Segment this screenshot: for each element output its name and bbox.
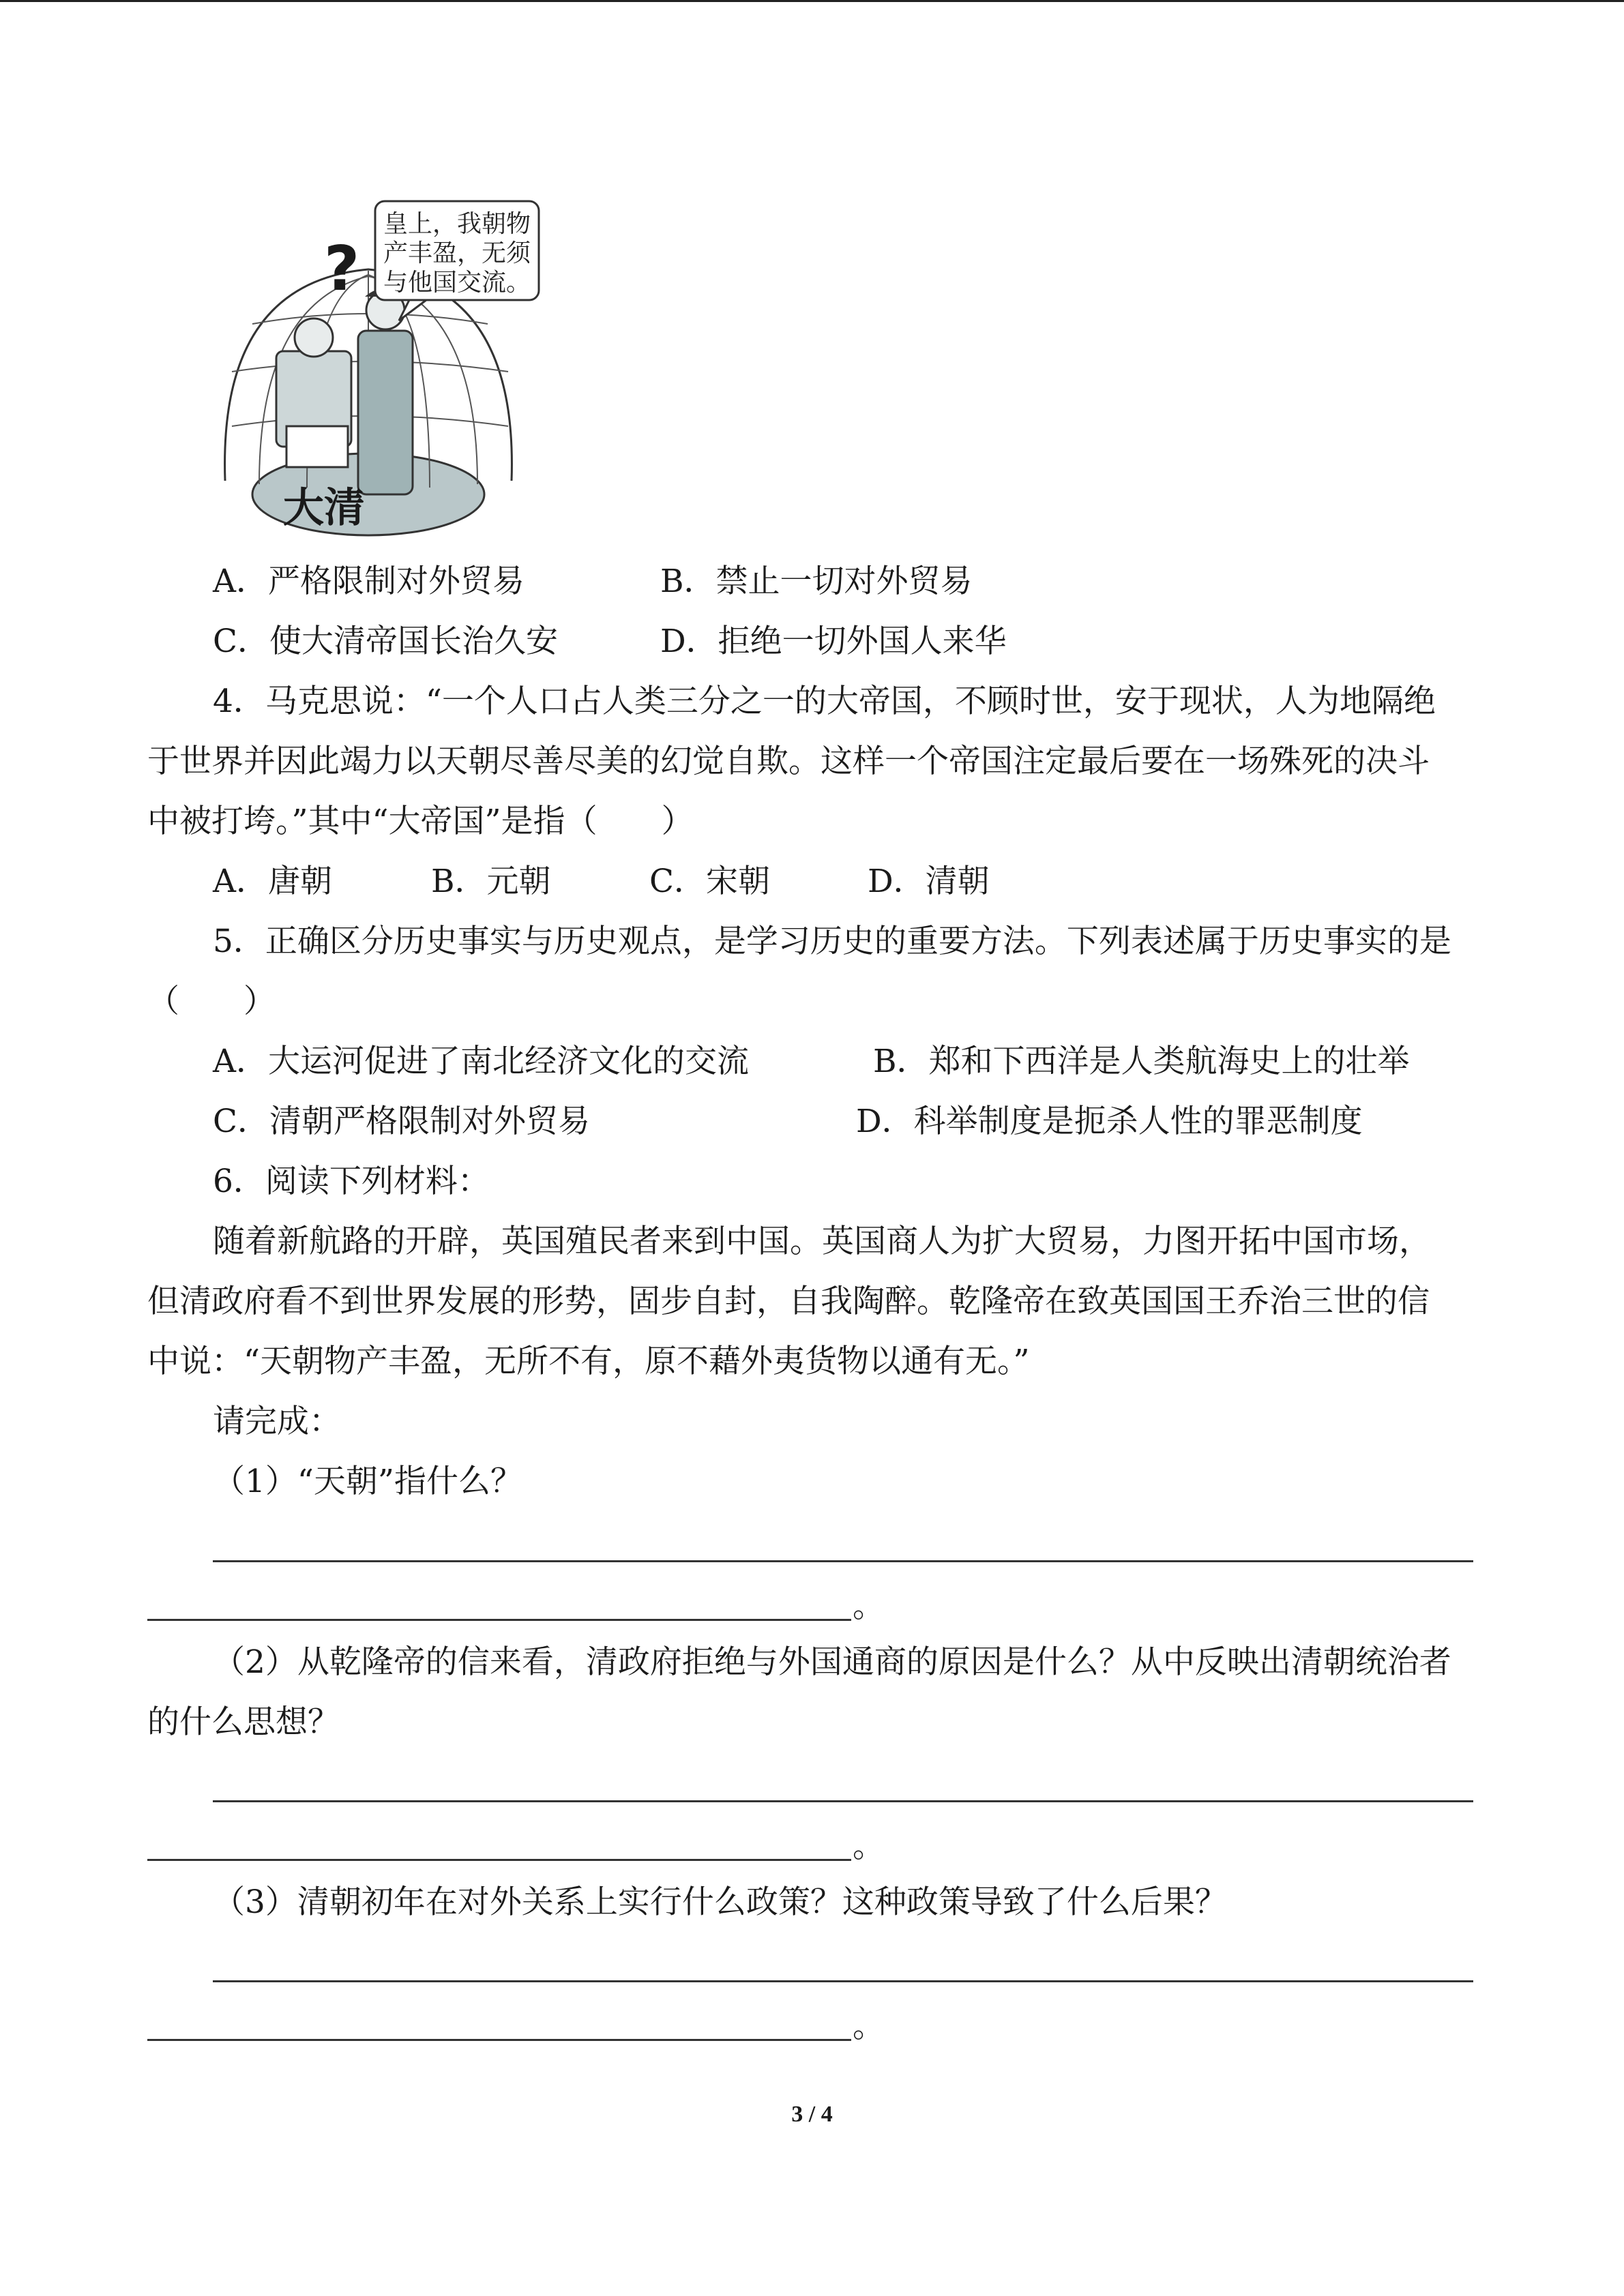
q5-option-d: D．科举制度是扼杀人性的罪恶制度 xyxy=(856,1103,1363,1140)
cage-base-label: 大清 xyxy=(283,484,365,532)
answer-line-2b[interactable] xyxy=(147,1859,851,1861)
page-number: 3 / 4 xyxy=(791,2102,833,2127)
q6-material-line-3: 中说：“天朝物产丰盈，无所不有，原不藉外夷货物以通有无。” xyxy=(147,1343,1030,1380)
q3-option-d: D．拒绝一切外国人来华 xyxy=(660,623,1007,660)
top-border xyxy=(0,0,1624,2)
q5-line-2: （ ） xyxy=(147,983,276,1020)
q4-line-2: 于世界并因此竭力以天朝尽善尽美的幻觉自欺。这样一个帝国注定最后要在一场殊死的决斗 xyxy=(147,743,1430,780)
q6-sub-question-1: （1）“天朝”指什么？ xyxy=(213,1463,522,1500)
answer-period-1: 。 xyxy=(853,1587,885,1625)
answer-line-1b[interactable] xyxy=(147,1619,851,1621)
q6-sub-question-2-line-1: （2）从乾隆帝的信来看，清政府拒绝与外国通商的原因是什么？从中反映出清朝统治者 xyxy=(213,1643,1451,1681)
question-mark: ? xyxy=(324,233,360,305)
q4-option-c: C．宋朝 xyxy=(649,863,770,900)
answer-line-3a[interactable] xyxy=(213,1980,1473,1982)
q6-sub-question-3: （3）清朝初年在对外关系上实行什么政策？这种政策导致了什么后果？ xyxy=(213,1883,1227,1921)
answer-period-3: 。 xyxy=(853,2008,885,2045)
q6-title: 6．阅读下列材料： xyxy=(213,1163,490,1200)
q6-material-line-2: 但清政府看不到世界发展的形势，固步自封，自我陶醉。乾隆帝在致英国国王乔治三世的信 xyxy=(147,1283,1430,1320)
q6-material-line-1: 随着新航路的开辟，英国殖民者来到中国。英国商人为扩大贸易，力图开拓中国市场， xyxy=(213,1223,1431,1260)
q5-line-1: 5．正确区分历史事实与历史观点，是学习历史的重要方法。下列表述属于历史事实的是 xyxy=(213,923,1451,960)
bubble-line-3: 与他国交流。 xyxy=(383,269,531,297)
answer-line-3b[interactable] xyxy=(147,2039,851,2041)
q4-line-3: 中被打垮。”其中“大帝国”是指（ ） xyxy=(147,803,694,840)
q5-option-c: C．清朝严格限制对外贸易 xyxy=(213,1103,590,1140)
q3-option-b: B．禁止一切对外贸易 xyxy=(660,563,973,600)
q4-line-1: 4．马克思说：“一个人口占人类三分之一的大帝国，不顾时世，安于现状，人为地隔绝 xyxy=(213,683,1436,720)
q4-option-b: B．元朝 xyxy=(431,863,551,900)
bubble-line-2: 产丰盈，无须 xyxy=(383,239,531,267)
q3-option-a: A．严格限制对外贸易 xyxy=(213,563,525,600)
q6-prompt: 请完成： xyxy=(213,1403,341,1440)
q6-sub-question-2-line-2: 的什么思想？ xyxy=(147,1703,340,1741)
cage-cartoon-illustration xyxy=(205,194,559,549)
q4-option-a: A．唐朝 xyxy=(213,863,332,900)
answer-line-2a[interactable] xyxy=(213,1800,1473,1802)
bubble-line-1: 皇上，我朝物 xyxy=(383,210,531,238)
q5-option-b: B．郑和下西洋是人类航海史上的壮举 xyxy=(873,1043,1410,1080)
answer-period-2: 。 xyxy=(853,1828,885,1865)
q3-option-c: C．使大清帝国长治久安 xyxy=(213,623,558,660)
q4-option-d: D．清朝 xyxy=(868,863,990,900)
q5-option-a: A．大运河促进了南北经济文化的交流 xyxy=(213,1043,749,1080)
answer-line-1a[interactable] xyxy=(213,1560,1473,1562)
